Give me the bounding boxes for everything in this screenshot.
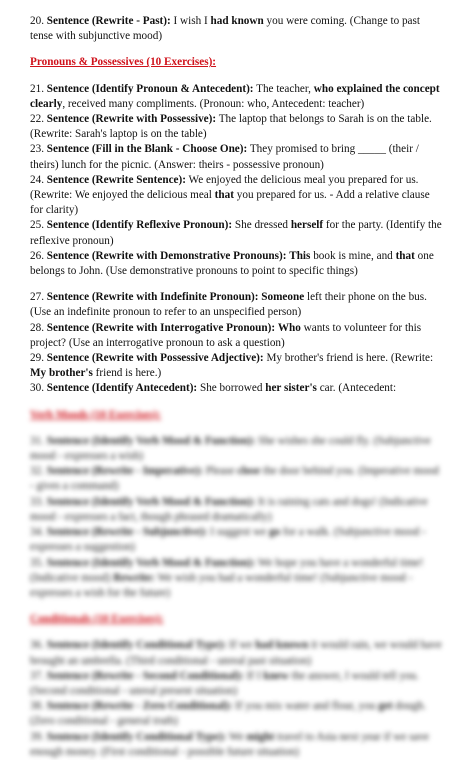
exercise-text: She borrowed <box>197 382 266 395</box>
exercise-bold: that <box>214 189 234 202</box>
exercise-label: Sentence (Identify Conditional Type): <box>46 639 227 652</box>
exercise-label: Sentence (Rewrite - Imperative): <box>46 465 204 478</box>
exercise-label: Sentence (Rewrite with Indefinite Pronoun): <box>46 291 259 304</box>
exercise-bold: close <box>237 465 261 478</box>
exercise-text: My brother's friend is here. (Rewrite: <box>263 352 434 365</box>
exercise-bold: had known <box>255 639 309 652</box>
exercise-number: 35. <box>30 556 44 569</box>
exercise-34 <box>30 525 444 555</box>
exercise-36 <box>30 638 444 668</box>
exercise-number: 38. <box>30 700 44 713</box>
exercise-bold: herself <box>290 219 324 232</box>
exercise-number: 22. <box>30 113 44 126</box>
section-heading-conditionals: Conditionals (10 Exercises): <box>30 613 164 626</box>
blurred-preview-region <box>30 397 444 760</box>
exercise-bold: Who <box>277 321 301 334</box>
exercise-label: Sentence (Rewrite with Possessive Adjective): <box>46 352 264 365</box>
exercise-text: one belongs to John. (Use demonstrative pronouns to point to specific things) <box>30 249 434 278</box>
exercise-text: I wish I <box>170 15 211 27</box>
exercise-label: Sentence (Identify Verb Mood & Function): <box>46 434 256 447</box>
exercise-28 <box>30 321 444 351</box>
exercise-text: It is raining cats and dogs! (Indicative mood - expresses a fact, though phrased dramatically) <box>30 495 428 523</box>
exercise-text: , received many compliments. (Pronoun: who, Antecedent: teacher) <box>62 97 365 110</box>
exercise-27 <box>30 290 444 320</box>
exercise-label: Sentence (Identify Conditional Type): <box>46 730 227 743</box>
exercise-number: 21. <box>30 82 44 95</box>
exercise-label: Sentence (Rewrite - Subjunctive): <box>46 526 208 539</box>
exercise-bold: that <box>395 249 415 262</box>
exercise-text: She dressed <box>232 219 291 232</box>
exercise-label: Sentence (Identify Verb Mood & Function): <box>46 556 256 569</box>
exercise-number: 33. <box>30 495 44 508</box>
exercise-text: left their phone on the bus. (Use an indefinite pronoun to refer to an unspecified person) <box>30 291 427 319</box>
exercise-32 <box>30 464 444 494</box>
exercise-text: you were coming. (Change to past tense with subjunctive mood) <box>30 15 420 43</box>
exercise-number: 26. <box>30 249 44 262</box>
exercise-text: I suggest we <box>207 526 269 539</box>
exercise-text: The teacher, <box>253 82 314 95</box>
exercise-bold: This <box>289 249 311 262</box>
exercise-label: Sentence (Rewrite Sentence): <box>46 173 186 186</box>
exercise-23 <box>30 142 444 172</box>
exercise-bold: Rewrite: <box>113 571 155 584</box>
exercise-text: dough. (Zero conditional - general truth) <box>30 700 427 728</box>
exercise-label: Sentence (Rewrite with Possessive): <box>46 113 217 126</box>
exercise-label: Sentence (Identify Antecedent): <box>46 382 198 395</box>
exercise-text: If I <box>243 669 264 682</box>
exercise-number: 37. <box>30 669 44 682</box>
exercise-number: 30. <box>30 382 44 395</box>
exercise-number: 34. <box>30 526 44 539</box>
exercise-label: Sentence (Identify Reflexive Pronoun): <box>46 219 233 232</box>
exercise-38 <box>30 699 444 729</box>
section-heading-verb-moods: Verb Moods (10 Exercises): <box>30 408 161 421</box>
exercise-30 <box>30 381 444 396</box>
exercise-text: wants to volunteer for this project? (Use an interrogative pronoun to ask a question) <box>30 321 422 349</box>
exercise-text: We wish you had a wonderful time! (Subjunctive mood - expresses a wish for the future) <box>30 571 413 599</box>
exercise-bold: who explained the concept clearly <box>30 82 440 110</box>
exercise-text: They promised to bring _____ (their / theirs) lunch for the picnic. (Answer: theirs - possessive pronoun) <box>30 143 419 171</box>
exercise-label: Sentence (Identify Pronoun & Antecedent): <box>46 82 254 95</box>
exercise-text: book is mine, and <box>310 249 396 262</box>
exercise-number: 29. <box>30 352 44 365</box>
exercise-number: 20. <box>30 15 44 27</box>
exercise-label: Sentence (Fill in the Blank - Choose One): <box>46 143 248 156</box>
exercise-text: We <box>226 730 247 743</box>
exercise-number: 23. <box>30 143 44 156</box>
exercise-label: Sentence (Identify Verb Mood & Function): <box>46 495 256 508</box>
exercise-29 <box>30 351 444 381</box>
exercise-text: Please <box>203 465 238 478</box>
exercise-24 <box>30 173 444 219</box>
exercise-number: 24. <box>30 173 44 186</box>
exercise-text: We enjoyed the delicious meal you prepared for us. (Rewrite: We enjoyed the delicious meal <box>30 173 419 202</box>
exercise-31 <box>30 434 444 464</box>
exercise-number: 27. <box>30 291 44 304</box>
exercise-label: Sentence (Rewrite - Zero Conditional): <box>46 700 233 713</box>
exercise-label: Sentence (Rewrite with Demonstrative Pronouns): <box>46 249 287 262</box>
exercise-35 <box>30 556 444 602</box>
section-heading-pronouns: Pronouns & Possessives (10 Exercises): <box>30 56 217 69</box>
exercise-number: 36. <box>30 639 44 652</box>
exercise-37 <box>30 669 444 699</box>
exercise-20 <box>30 14 444 44</box>
exercise-bold: get <box>378 700 393 713</box>
exercise-bold: knew <box>263 669 289 682</box>
exercise-bold: Someone <box>261 291 305 304</box>
exercise-text: The laptop that belongs to Sarah is on the table. (Rewrite: Sarah's laptop is on the table) <box>30 113 432 141</box>
exercise-bold: had known <box>210 15 264 27</box>
exercise-text: you prepared for us. - Add a relative clause for clarity) <box>30 189 430 217</box>
exercise-text: We hope you have a wonderful time! (Indicative mood) <box>30 556 424 584</box>
exercise-text: for the party. (Identify the reflexive pronoun) <box>30 219 442 247</box>
exercise-text: the answer, I would tell you. (Second conditional - unreal present situation) <box>30 669 419 697</box>
exercise-text: She wishes she could fly. (Subjunctive mood - expresses a wish) <box>30 434 431 463</box>
exercise-bold: go <box>268 526 281 539</box>
exercise-text: car. (Antecedent: <box>316 382 397 395</box>
exercise-33 <box>30 495 444 525</box>
exercise-text: travel to Asia next year if we save enough money. (First conditional - possible future situation) <box>30 730 430 758</box>
exercise-label: Sentence (Rewrite - Second Conditional): <box>46 669 244 682</box>
exercise-label: Sentence (Rewrite - Past): <box>46 15 171 27</box>
exercise-number: 39. <box>30 730 44 743</box>
exercise-number: 25. <box>30 219 44 232</box>
exercise-25 <box>30 218 444 248</box>
exercise-text: for a walk. (Subjunctive mood - expresses a suggestion) <box>30 526 426 554</box>
exercise-number: 32. <box>30 465 44 478</box>
exercise-21 <box>30 82 444 112</box>
exercise-39 <box>30 730 444 760</box>
exercise-bold: might <box>246 730 275 743</box>
exercise-label: Sentence (Rewrite with Interrogative Pronoun): <box>46 321 276 334</box>
exercise-text: friend is here.) <box>92 367 162 380</box>
exercise-bold: My brother's <box>30 367 93 380</box>
exercise-text: it would rain, we would have brought an umbrella. (Third conditional - unreal past situation) <box>30 639 442 667</box>
exercise-22 <box>30 112 444 142</box>
exercise-text: If we <box>226 639 256 652</box>
exercise-text: the door behind you. (Imperative mood - gives a command) <box>30 465 439 493</box>
exercise-bold: her sister's <box>265 382 317 395</box>
exercise-number: 28. <box>30 321 44 334</box>
exercise-text: If you mix water and flour, you <box>232 700 379 713</box>
exercise-number: 31. <box>30 434 44 447</box>
exercise-26 <box>30 249 444 279</box>
